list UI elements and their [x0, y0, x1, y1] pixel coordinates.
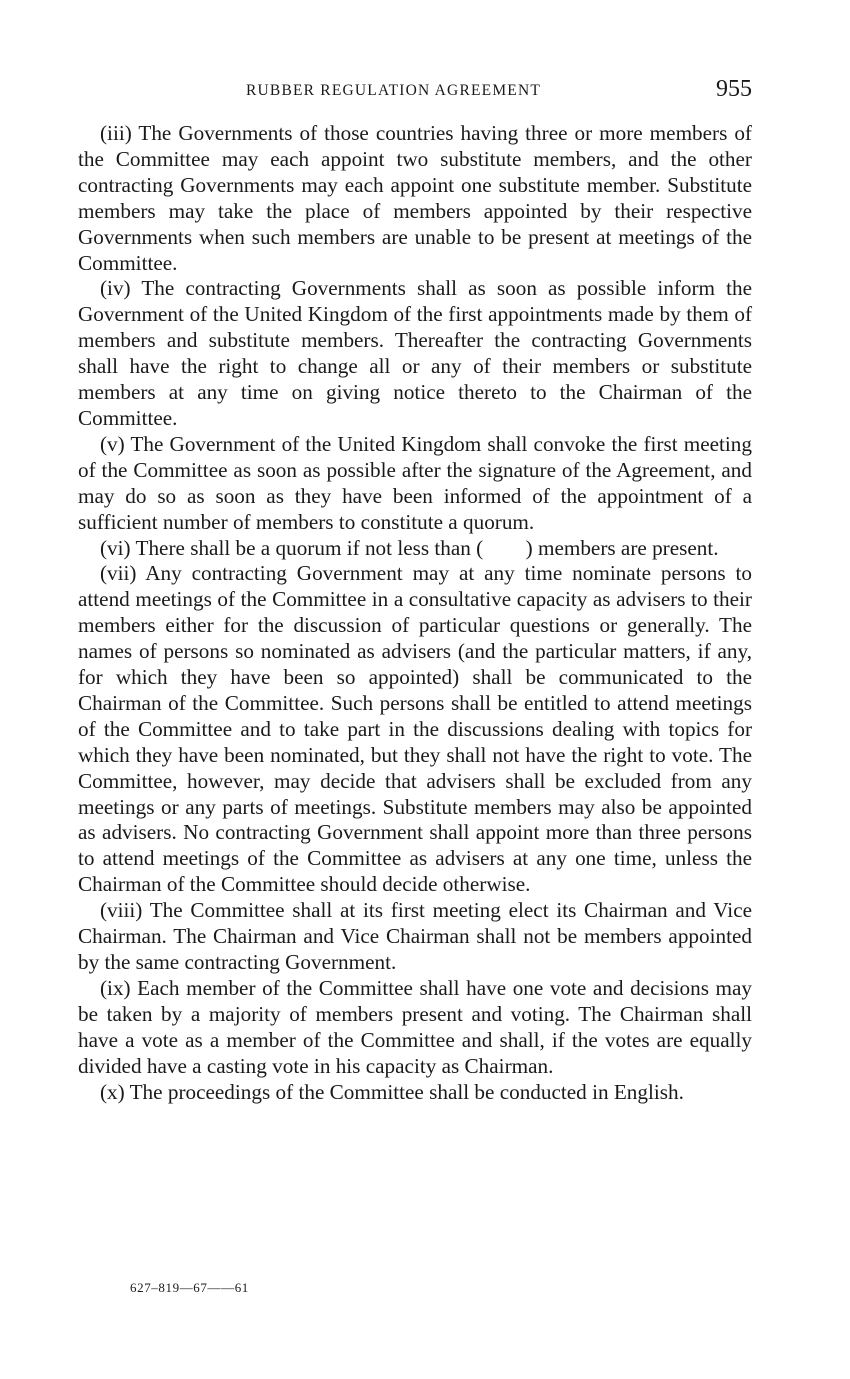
- paragraph-vi: (vi) There shall be a quorum if not less than ( ) members are present.: [100, 535, 719, 560]
- page-header: [78, 76, 752, 106]
- paragraph-ix: (ix) Each member of the Committee shall have one vote and decisions may be taken by a majority of members present and voting. The Chairman shall have a vote as a member of the Committee and shall, if the votes are equally divided have a casting vote in his capacity as Chairman.: [78, 975, 752, 1078]
- paragraph-iv: (iv) The contracting Governments shall as soon as possible inform the Government of the United Kingdom of the first appointments made by them of members and substitute members. Thereafter the contracting Governments shall have the right to change all or any of their members or substitute members at any time on giving notice thereto to the Chairman of the Committee.: [78, 276, 752, 430]
- paragraph-x: (x) The proceedings of the Committee shall be conducted in English.: [100, 1079, 684, 1104]
- page-number: 955: [716, 76, 752, 102]
- paragraph-iii: (iii) The Governments of those countries having three or more members of the Committee may each appoint two substitute members, and the other contracting Governments may each appoint one substitute member. Substitute members may take the place of members appointed by their respective Governments when such members are unable to be present at meetings of the Committee.: [78, 121, 752, 275]
- paragraph-v: (v) The Government of the United Kingdom shall convoke the first meeting of the Committee as soon as possible after the signature of the Agreement, and may do so as soon as they have been informed of the appointment of a sufficient number of members to constitute a quorum.: [78, 431, 752, 534]
- paragraph-vii: (vii) Any contracting Government may at any time nominate persons to attend meetings of the Committee in a consultative capacity as advisers to their members either for the discussion of particular questions or generally. The names of persons so nominated as advisers (and the particular matters, if any, for which they have been so appointed) shall be communicated to the Chairman of the Committee. Such persons shall be entitled to attend meetings of the Committee and to take part in the discussions dealing with topics for which they have been nominated, but they shall not have the right to vote. The Committee, however, may decide that advisers shall be excluded from any meetings or any parts of meetings. Substitute members may also be appointed as advisers. No contracting Government shall appoint more than three persons to attend meetings of the Committee as advisers at any one time, unless the Chairman of the Committee should decide otherwise.: [78, 561, 752, 897]
- print-code: 627–819—67——61: [130, 1280, 249, 1295]
- running-head: RUBBER REGULATION AGREEMENT: [246, 82, 542, 99]
- paragraph-viii: (viii) The Committee shall at its first meeting elect its Chairman and Vice Chairman. The Chairman and Vice Chairman shall not be members appointed by the same contracting Government.: [78, 898, 752, 974]
- article-body: [78, 121, 752, 1105]
